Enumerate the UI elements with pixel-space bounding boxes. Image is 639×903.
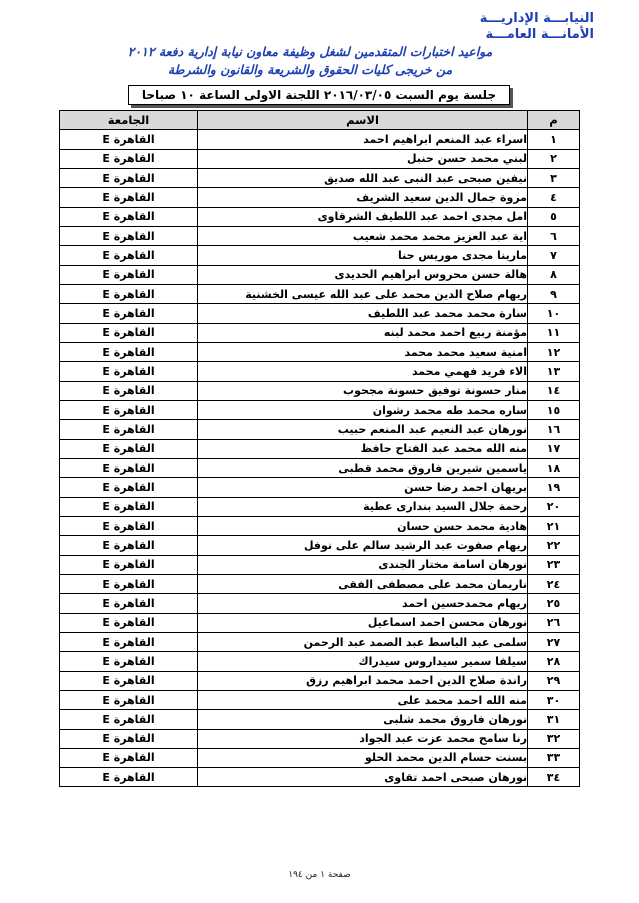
table-row (60, 613, 580, 632)
table-row (60, 188, 580, 207)
table-row (60, 323, 580, 342)
session-box: جلسة يوم السبت ٢٠١٦/٠٣/٠٥ اللجنة الاولى الساعة ١٠ صباحا (128, 85, 510, 105)
header-number: م (528, 111, 580, 130)
row-university: القاهرة E (60, 516, 198, 535)
row-university: القاهرة E (60, 381, 198, 400)
row-number: ٢١ (528, 516, 580, 535)
row-number: ٢٠ (528, 497, 580, 516)
row-number: ٩ (528, 284, 580, 303)
row-university: القاهرة E (60, 536, 198, 555)
table-row (60, 400, 580, 419)
table-row (60, 555, 580, 574)
row-university: القاهرة E (60, 613, 198, 632)
row-name: نورهان عبد النعيم عبد المنعم حبيب (198, 420, 528, 439)
row-number: ١٤ (528, 381, 580, 400)
row-number: ٢٥ (528, 594, 580, 613)
table-row (60, 420, 580, 439)
row-name: اسراء عبد المنعم ابراهيم احمد (198, 130, 528, 149)
header-name: الاسم (198, 111, 528, 130)
row-name: منار حسونة توفيق حسونة مجحوب (198, 381, 528, 400)
table-row (60, 671, 580, 690)
row-number: ٢٩ (528, 671, 580, 690)
row-university: القاهرة E (60, 555, 198, 574)
table-row (60, 226, 580, 245)
row-name: نورهان فاروق محمد شلبى (198, 710, 528, 729)
row-number: ٢٨ (528, 652, 580, 671)
row-university: القاهرة E (60, 284, 198, 303)
row-number: ٨ (528, 265, 580, 284)
row-number: ١٦ (528, 420, 580, 439)
row-name: منه الله محمد عبد الفتاح حافظ (198, 439, 528, 458)
table-body (60, 130, 580, 787)
row-name: بسنت حسام الدين محمد الحلو (198, 748, 528, 767)
row-name: منه الله احمد محمد على (198, 690, 528, 709)
table-row (60, 748, 580, 767)
document-subtitle: من خريجى كليات الحقوق والشريعة والقانون والشرطة (167, 62, 453, 77)
row-university: القاهرة E (60, 265, 198, 284)
table-row (60, 690, 580, 709)
row-number: ١٨ (528, 458, 580, 477)
row-name: امل مجدى احمد عبد اللطيف الشرقاوى (198, 207, 528, 226)
row-number: ١٥ (528, 400, 580, 419)
row-number: ٢٧ (528, 632, 580, 651)
row-name: مارينا مجدى موريس حنا (198, 246, 528, 265)
table-row (60, 149, 580, 168)
table-row (60, 265, 580, 284)
row-name: ياسمين شيرين فاروق محمد قطبى (198, 458, 528, 477)
row-name: ريهام صفوت عبد الرشيد سالم على نوفل (198, 536, 528, 555)
row-number: ١١ (528, 323, 580, 342)
row-name: لبني محمد حسن حنبل (198, 149, 528, 168)
row-number: ١٢ (528, 342, 580, 361)
table-row (60, 652, 580, 671)
row-name: امنية سعيد محمد محمد (198, 342, 528, 361)
row-name: رحمة جلال السيد بندارى عطية (198, 497, 528, 516)
row-university: القاهرة E (60, 130, 198, 149)
row-university: القاهرة E (60, 188, 198, 207)
org-department: الأمانـــة العامـــة (485, 27, 594, 42)
row-university: القاهرة E (60, 478, 198, 497)
row-university: القاهرة E (60, 690, 198, 709)
table-row (60, 729, 580, 748)
table-row (60, 381, 580, 400)
row-university: القاهرة E (60, 748, 198, 767)
row-name: اية عبد العزيز محمد محمد شعيب (198, 226, 528, 245)
table-row (60, 342, 580, 361)
table-row (60, 478, 580, 497)
row-university: القاهرة E (60, 671, 198, 690)
table-row (60, 594, 580, 613)
table-row (60, 710, 580, 729)
row-university: القاهرة E (60, 342, 198, 361)
row-university: القاهرة E (60, 420, 198, 439)
row-name: نورهان صبحى احمد تقاوى (198, 768, 528, 787)
row-number: ٣٤ (528, 768, 580, 787)
row-number: ٢٢ (528, 536, 580, 555)
row-university: القاهرة E (60, 304, 198, 323)
header-university: الجامعة (60, 111, 198, 130)
table-row (60, 304, 580, 323)
row-name: الاء فريد فهمي محمد (198, 362, 528, 381)
table-row (60, 536, 580, 555)
row-university: القاهرة E (60, 497, 198, 516)
row-university: القاهرة E (60, 149, 198, 168)
row-university: القاهرة E (60, 246, 198, 265)
row-name: مؤمنة ربيع احمد محمد لبنه (198, 323, 528, 342)
org-name: النيابـــة الإداريـــة (479, 11, 594, 26)
row-name: ناريمان محمد على مصطفى الفقى (198, 574, 528, 593)
row-university: القاهرة E (60, 207, 198, 226)
row-name: مروة جمال الدين سعيد الشريف (198, 188, 528, 207)
row-name: هادية محمد حسن حسان (198, 516, 528, 535)
row-number: ٣٣ (528, 748, 580, 767)
row-university: القاهرة E (60, 710, 198, 729)
row-name: سارة محمد محمد عبد اللطيف (198, 304, 528, 323)
row-university: القاهرة E (60, 632, 198, 651)
row-number: ٣ (528, 168, 580, 187)
row-university: القاهرة E (60, 594, 198, 613)
row-name: سيلفا سمير سيداروس سيدراك (198, 652, 528, 671)
row-name: راندة صلاح الدين احمد محمد ابراهيم رزق (198, 671, 528, 690)
row-university: القاهرة E (60, 768, 198, 787)
row-name: نورهان محسن احمد اسماعيل (198, 613, 528, 632)
row-name: نيفين صبحى عبد النبى عبد الله صديق (198, 168, 528, 187)
table-row (60, 497, 580, 516)
row-university: القاهرة E (60, 458, 198, 477)
row-name: هالة حسن محروس ابراهيم الحديدى (198, 265, 528, 284)
table-row (60, 168, 580, 187)
row-number: ٣٢ (528, 729, 580, 748)
row-name: ريهام صلاح الدين محمد على عبد الله عيسى الخشنية (198, 284, 528, 303)
table-row (60, 207, 580, 226)
table-row (60, 284, 580, 303)
row-number: ٦ (528, 226, 580, 245)
row-number: ١ (528, 130, 580, 149)
row-university: القاهرة E (60, 226, 198, 245)
row-number: ٢ (528, 149, 580, 168)
row-number: ٤ (528, 188, 580, 207)
row-number: ٢٣ (528, 555, 580, 574)
row-university: القاهرة E (60, 362, 198, 381)
row-number: ١٧ (528, 439, 580, 458)
row-number: ٥ (528, 207, 580, 226)
row-name: سلمى عبد الباسط عبد الصمد عبد الرحمن (198, 632, 528, 651)
table-header-row (60, 111, 580, 130)
table-row (60, 130, 580, 149)
row-university: القاهرة E (60, 323, 198, 342)
candidates-table (59, 110, 580, 787)
row-university: القاهرة E (60, 729, 198, 748)
row-university: القاهرة E (60, 168, 198, 187)
row-university: القاهرة E (60, 439, 198, 458)
row-number: ١٣ (528, 362, 580, 381)
row-university: القاهرة E (60, 400, 198, 419)
row-name: ريهام محمدحسين احمد (198, 594, 528, 613)
row-name: بريهان احمد رضا حسن (198, 478, 528, 497)
table-row (60, 439, 580, 458)
table-row (60, 516, 580, 535)
row-number: ١٩ (528, 478, 580, 497)
row-number: ٧ (528, 246, 580, 265)
row-number: ١٠ (528, 304, 580, 323)
row-name: رنا سامح محمد عزت عبد الجواد (198, 729, 528, 748)
row-name: نورهان اسامة مختار الجندى (198, 555, 528, 574)
document-title: مواعيد اختبارات المتقدمين لشغل وظيفة معاون نيابة إدارية دفعة ٢٠١٢ (127, 44, 493, 59)
table-row (60, 246, 580, 265)
table-row (60, 574, 580, 593)
row-name: ساره محمد طه محمد رشوان (198, 400, 528, 419)
row-university: القاهرة E (60, 652, 198, 671)
row-number: ٣٠ (528, 690, 580, 709)
row-university: القاهرة E (60, 574, 198, 593)
table-row (60, 458, 580, 477)
row-number: ٢٤ (528, 574, 580, 593)
table-row (60, 362, 580, 381)
page-number: صفحة ١ من ١٩٤ (288, 870, 351, 880)
table-row (60, 632, 580, 651)
table-row (60, 768, 580, 787)
row-number: ٢٦ (528, 613, 580, 632)
row-number: ٣١ (528, 710, 580, 729)
